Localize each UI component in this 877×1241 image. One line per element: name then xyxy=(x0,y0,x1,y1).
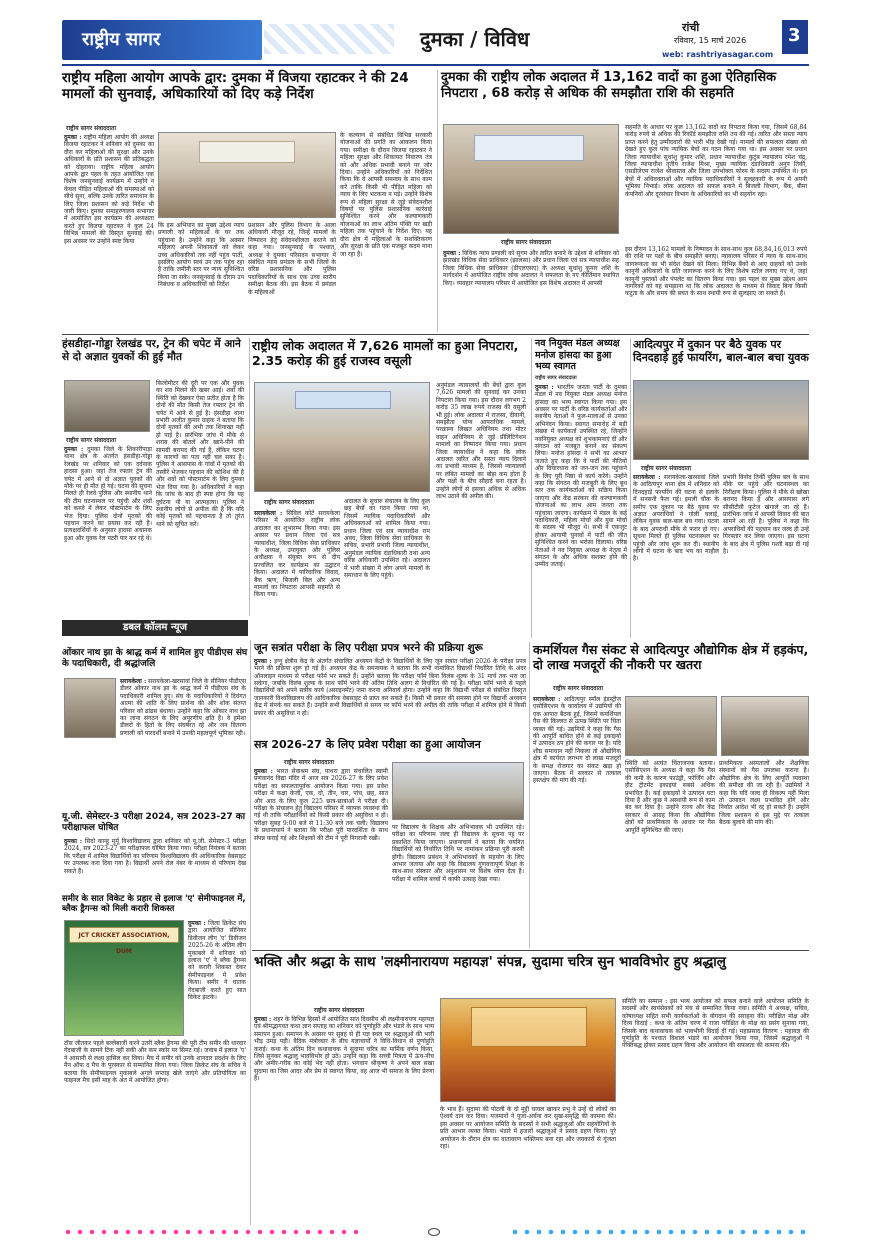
column-text: शहर के विभिन्न हिस्सों में आयोजित सात दिवसीय श्री लक्ष्मीनारायण महायज्ञ एवं श्रीमद्भागवत कथा ज्ञान सप्ताह का शनिवार को पूर्णाहुति और भंडारे के साथ भव्य समापन हुआ। समापन के अवसर पर सुबह से ही यज्ञ स्थल पर श्रद्धालुओं की भारी भीड़ उमड़ पड़ी। वैदिक मंत्रोच्चार के बीच यज्ञाचार्यों ने विधि-विधान से पूर्णाहुति कराई। कथा के अंतिम दिन कथावाचक ने सुदामा चरित्र का मार्मिक वर्णन किया, जिसे सुनकर श्रद्धालु भावविभोर हो उठे। उन्होंने कहा कि सच्ची मित्रता में ऊंच-नीच और अमीर-गरीब का कोई भेद नहीं होता। भगवान श्रीकृष्ण ने अपने बाल सखा सुदामा का जिस आदर और प्रेम से स्वागत किया, वह आज भी समाज के लिए प्रेरणा है। xyxy=(254,1016,434,1083)
column-text: सिविल कोर्ट सरायकेला परिसर में आयोजित राष्ट्रीय लोक अदालत का शुभारम्भ किया गया। इस अवसर पर प्रधान जिला एवं सत्र न्यायाधीश, जिला विधिक सेवा प्राधिकार के अध्यक्ष, उपायुक्त और पुलिस अधीक्षक ने संयुक्त रूप से दीप प्रज्वलित कर कार्यक्रम का उद्घाटन किया। अदालत में पारिवारिक विवाद, बैंक ऋण, बिजली बिल और अन्य मामलों का निपटारा आपसी सहमति से किया गया। xyxy=(254,510,340,599)
paper-logo xyxy=(62,20,262,60)
article-column xyxy=(625,760,715,946)
column-text: सिदो कान्हू मुर्मू विश्वविद्यालय द्वारा शनिवार को यू.जी. सेमेस्टर-3 परीक्षा 2024, सत्र 2023-27 का परीक्षाफल घोषित किया गया। परीक्षा नियंत्रक ने बताया कि परीक्षा में शामिल विद्यार्थियों का परिणाम विश्वविद्यालय की आधिकारिक वेबसाइट पर उपलब्ध करा दिया गया है। विद्यार्थी अपने रोल नंबर के माध्यम से परिणाम देख सकते हैं। xyxy=(64,838,246,875)
article-mahayagya xyxy=(254,954,809,1224)
photo-banner xyxy=(474,135,584,161)
dateline: दुमका : xyxy=(254,657,272,665)
column-text: विधिक न्याय प्रणाली को सुगम और त्वरित बनाने के उद्देश्य से शनिवार को झारखंड विधिक सेवा प्राधिकार (झालसा) और प्रधान जिला एवं सत्र न्यायाधीश सह जिला विधिक सेवा प्राधिकार (डीएलएसए) के अध्यक्ष सुधांशु कुमार शशि के मार्गदर्शन में आयोजित राष्ट्रीय लोक अदालत ने सफलता के नए कीर्तिमान स्थापित किए। व्यवहार न्यायालय परिसर में आयोजित इस विशेष अदालत में आपसी xyxy=(443,250,619,287)
article-adityapur-firing xyxy=(633,338,809,638)
dateline: दुमका : xyxy=(188,920,206,927)
cricket-photo xyxy=(64,920,184,1036)
column-text: आदित्यपुर स्मॉल इंडस्ट्रीज एसोसिएशन के कार्यालय में उद्यमियों की एक आपात बैठक हुई, जिसमें कमर्शियल गैस की किल्लत से उत्पन्न स्थिति पर चिंता व्यक्त की गई। उद्यमियों ने कहा कि गैस की आपूर्ति बाधित होने से कई इकाइयों में उत्पादन ठप होने की कगार पर है। यदि शीघ्र समाधान नहीं निकला तो औद्योगिक क्षेत्र में कार्यरत लगभग दो लाख मजदूरों के समक्ष रोजगार का संकट खड़ा हो जाएगा। बैठक में सरकार से तत्काल हस्तक्षेप की मांग की गई। xyxy=(533,696,621,785)
headline: हंसडीहा-गोड्डा रेलखंड पर, ट्रेन की चपेट में आने से दो अज्ञात युवकों की हुई मौत xyxy=(62,338,241,363)
column-text: सरायकेला-खरसावां जिले के आदित्यपुर थाना क्षेत्र में शनिवार को दिनदहाड़े फायरिंग की घटना से इलाके में सनसनी फैल गई। इमली चौक के समीप एक दुकान पर बैठे युवक पर अज्ञात अपराधियों ने गोली चलाई, लेकिन युवक बाल-बाल बच गया। घटना के बाद अपराधी मौके से फरार हो गए। सूचना मिलते ही पुलिस घटनास्थल पर पहुंची और जांच शुरू कर दी। स्थानीय लोगों में घटना के बाद भय का माहौल है। xyxy=(633,474,719,563)
column-text: इस दौरान 13,162 मामलों के निष्पादन के साथ-साथ कुल 68,84,16,013 रुपये की राशि पर पक्षों के बीच समझौते बनाए। न्यायालय परिसर में न्याय के साथ-साथ जागरूकता का भी संदेश देखने को मिला। विभिन्न बैंकों से आए ग्राहकों को उनके कानूनी अधिकारों के प्रति जागरूक करने के लिए विशेष स्टॉल लगाए गए थे, जहां कानूनी पुस्तकों और पंपलेट का वितरण किया गया। इस पहल का मुख्य उद्देश्य आम नागरिकों को यह समझाना था कि लोक अदालत के माध्यम से विवाद बिना किसी कटुता के और समय की बचत के साथ स्थायी रूप से सुलझाए जा सकते हैं। xyxy=(625,246,807,298)
article-column xyxy=(440,1106,616,1222)
photo-banner xyxy=(295,391,391,409)
byline: राष्ट्रीय सागर संवाददाता xyxy=(501,239,552,246)
byline: राष्ट्रीय सागर संवाददाता xyxy=(535,374,577,381)
article-column xyxy=(436,382,526,636)
article-exam-form xyxy=(254,642,526,736)
column-text: के कल्याण से संबंधित विभिन्न सरकारी योजनाओं की प्रगति का आकलन किया गया। समीक्षा के दौरान विजया रहाटकर ने महिला सुरक्षा और शिकायत निवारण तंत्र को और अधिक प्रभावी बनाने पर जोर दिया। उन्होंने अधिकारियों को निर्देशित किया कि वे आपसी समन्वय के साथ काम करें ताकि किसी भी पीड़ित महिला को न्याय के लिए भटकना न पड़े। उन्होंने विशेष रूप से महिला सुरक्षा से जुड़े संवेदनशील विषयों पर पुलिस प्रशासनिक कार्रवाई सुनिश्चित करने और कल्याणकारी योजनाओं का लाभ अंतिम पंक्ति पर खड़ी महिला तक पहुंचाने के निर्देश दिए। यह दौरा क्षेत्र में महिलाओं के सशक्तिकरण और सुरक्षा के प्रति एक मजबूत कदम माना जा रहा है। xyxy=(340,132,432,258)
double-column-banner xyxy=(62,620,248,636)
article-column xyxy=(719,760,809,946)
article-nwc-hearing xyxy=(62,70,434,332)
cricket-banner xyxy=(69,927,179,955)
stage-backdrop xyxy=(471,1007,587,1047)
headline: समीर के सात विकेट के प्रहार से इलाज 'ए' सेमीफाइनल में, ब्लैक ड्रैगन्स को मिली करारी शिकस्त xyxy=(62,894,246,915)
column-text: दुमका जिले के शिकारीपाड़ा थाना क्षेत्र के अंतर्गत हंसडीहा-गोड्डा रेलखंड पर शनिवार को एक दर्दनाक हादसा हुआ। जहां तेज रफ्तार ट्रेन की चपेट में आने से दो अज्ञात युवकों की मौके पर ही मौत हो गई। घटना की सूचना मिलते ही रेलवे पुलिस और स्थानीय थाने की टीम घटनास्थल पर पहुंची और शवों को कब्जे में लेकर पोस्टमार्टम के लिए भेज दिया। पुलिस दोनों मृतकों की पहचान करने का प्रयास कर रही है। प्रत्यक्षदर्शियों के अनुसार हादसा अचानक हुआ और युवक रेल पटरी पार कर रहे थे। xyxy=(64,446,152,542)
column-divider xyxy=(529,642,530,948)
article-column xyxy=(254,658,526,734)
column-divider xyxy=(437,70,438,332)
saraikela-photo xyxy=(254,382,430,492)
dateline: दुमका : xyxy=(64,134,82,141)
article-entrance-exam xyxy=(254,738,526,948)
yagya-photo xyxy=(440,998,616,1102)
article-column xyxy=(254,1016,434,1222)
article-column xyxy=(64,1040,246,1220)
section-rule xyxy=(252,950,809,951)
hearing-photo xyxy=(158,132,336,218)
article-lok-adalat-dumka xyxy=(441,70,809,332)
article-column xyxy=(443,250,619,330)
dateline: दुमका : xyxy=(254,1016,272,1023)
article-column xyxy=(533,696,621,946)
footer-dots-left xyxy=(62,1229,362,1235)
dateline: दुमका : xyxy=(64,838,83,845)
column-text: किलोमीटर की दूरी पर एक और युवक का शव मिलने की खबर आई। शवों की स्थिति को देखकर ऐसा प्रतीत होता है कि दोनों की मौत किसी तेज रफ्तार ट्रेन की चपेट में आने से हुई है। हंसडीहा थाना प्रभारी अजीत कुमार ग्राहक ने बताया कि दोनों मृतकों की अभी तक शिनाख्त नहीं हो पाई है। प्रारंभिक जांच में मौके से शराब की बोतलें और खाने-पीने की सामग्री बरामद की गई है, लेकिन घटना के कारणों का पता नहीं चल सका है। पुलिस ने आसपास के गांवों में मृतकों की तस्वीरें भेजकर पहचान की कोशिश की है और शवों को पोस्टमार्टम के लिए दुमका भेज दिया गया है। अधिकारियों ने कहा कि जांच के बाद ही स्पष्ट होगा कि यह दुर्घटना थी या आत्महत्या। पुलिस ने स्थानीय लोगों से अपील की है कि यदि कोई मृतकों को पहचानता है तो तुरंत थाने को सूचित करें। xyxy=(156,380,244,528)
double-column-section xyxy=(62,620,248,1222)
banner-in-photo xyxy=(199,141,295,163)
byline: राष्ट्रीय सागर संवाददाता xyxy=(264,499,315,506)
column-text: जिला क्रिकेट संघ द्वारा आयोजित सीनियर डिवीजन लीग 'ए' डिवीजन 2025-26 के अंतिम लीग मुकाबले में शनिवार को इलाज 'ए' ने ब्लैक ड्रैगन्स को करारी शिकस्त देकर सेमीफाइनल में प्रवेश किया। समीर ने घातक गेंदबाजी करते हुए सात विकेट झटके। xyxy=(188,920,246,1002)
page-number: 3 xyxy=(788,25,801,46)
headline: दुमका की राष्ट्रीय लोक अदालत में 13,162 वादों का हुआ ऐतिहासिक निपटारा , 68 करोड़ से अधिक की समझौता राशि की सहमति xyxy=(441,70,777,101)
paper-name: राष्ट्रीय सागर xyxy=(82,29,161,50)
headline: ओंकार नाथ झा के श्राद्ध कर्म में शामिल हुए पीडीएस संघ के पदाधिकारी, दी श्रद्धांजलि xyxy=(62,648,248,669)
column-text: अदालत के सुचारु संचालन के लिए कुल छह बेंचों का गठन किया गया था, जिसमें न्यायिक पदाधिकारियों और अधिवक्ताओं को शामिल किया गया। प्रधान जिला एवं सत्र न्यायाधीश राम अवध, जिला विधिक सेवा प्राधिकार के सचिव, प्रभारी प्रभारी जिला न्यायाधीश, अनुमंडल न्यायिक दंडाधिकारी तथा अन्य वरिष्ठ अधिकारी उपस्थित रहे। अदालत में भारी संख्या में लोग अपने मामलों के समाधान के लिए पहुंचे। xyxy=(344,498,430,580)
column-text: टॉस जीतकर पहले बल्लेबाजी करने उतरी ब्लैक ड्रैगन्स की पूरी टीम समीर की धारदार गेंदबाजी के सामने टिक नहीं सकी और कम स्कोर पर सिमट गई। जवाब में इलाज 'ए' ने आसानी से लक्ष्य हासिल कर लिया। मैच में समीर को उनके शानदार प्रदर्शन के लिए मैन ऑफ द मैच के पुरस्कार से सम्मानित किया गया। जिला क्रिकेट संघ के सचिव ने बताया कि सेमीफाइनल मुकाबले अगले सप्ताह खेले जाएंगे और प्रतियोगिता का फाइनल मैच इसी माह के अंत में आयोजित होगा। xyxy=(64,1040,246,1085)
column-text: भारतीय जनता पार्टी के दुमका मंडल में नव नियुक्त मंडल अध्यक्ष मनोज हांसदा का भव्य स्वागत किया गया। इस अवसर पर पार्टी के वरिष्ठ कार्यकर्ताओं और स्थानीय नेताओं ने फूल-मालाओं से उनका अभिनंदन किया। स्वागत समारोह में बड़ी संख्या में कार्यकर्ता उपस्थित रहे, जिन्होंने नवनियुक्त अध्यक्ष को शुभकामनाएं दीं और संगठन को मजबूत बनाने का संकल्प लिया। मनोज हांसदा ने सभी का आभार जताते हुए कहा कि वे पार्टी की नीतियों और विचारधारा को जन-जन तक पहुंचाने के लिए पूरी निष्ठा से कार्य करेंगे। उन्होंने कहा कि संगठन की मजबूती के लिए बूथ स्तर तक कार्यकर्ताओं को सक्रिय किया जाएगा और केंद्र सरकार की कल्याणकारी योजनाओं का लाभ आम जनता तक पहुंचाया जाएगा। कार्यक्रम में मंडल के कई पदाधिकारी, महिला मोर्चा और युवा मोर्चा के सदस्य भी मौजूद थे। सभी ने एकजुट होकर आगामी चुनावों में पार्टी की जीत सुनिश्चित करने का भरोसा दिलाया। वरिष्ठ नेताओं ने नव नियुक्त अध्यक्ष के नेतृत्व में संगठन के और अधिक सशक्त होने की उम्मीद जताई। xyxy=(535,383,627,569)
article-column xyxy=(535,384,627,630)
cricket-banner-text: JCT CRICKET ASSOCIATION, DUM xyxy=(78,932,170,955)
firing-photo xyxy=(633,380,809,460)
exam-hall-photo xyxy=(392,762,524,820)
column-text: राष्ट्रीय महिला आयोग की अध्यक्ष विजया रहाटकर ने शनिवार को दुमका का दौरा कर महिलाओं की सुरक्षा और उनके अधिकारों के प्रति प्रशासन की प्रतिबद्धता को दोहराया। राष्ट्रीय महिला आयोग आपके द्वार पहल के तहत आयोजित एक विशेष जनसुनवाई कार्यक्रम में उन्होंने न केवल पीड़ित महिलाओं की समस्याओं को सीधे सुना, बल्कि उनके त्वरित समाधान के लिए जिला प्रशासन को कड़े निर्देश भी जारी किए। दुमका समाहरणालय सभागार में आयोजित इस कार्यक्रम की अध्यक्षता करते हुए विजया रहाटकर ने कुल 24 विभिन्न मामलों की विस्तृत सुनवाई की। इस अवसर पर उन्होंने स्पष्ट किया xyxy=(64,134,154,245)
column-text: सहमति के आधार पर कुल 13,162 वादों का निपटारा किया गया, जिसमें 68,84 करोड़ रुपये से अधिक की रिकॉर्ड समझौता राशि तय की गई। त्वरित और सस्ता न्याय प्राप्त करने हेतु उम्मीदवारों की भारी भीड़ देखी गई। मामलों की सफलता संख्या को देखते हुए कुल पांच न्यायिक बेंचों का गठन किया गया था। इस अवसर पर प्रधान जिला न्यायाधीश सुधांशु कुमार शशि, प्रधान न्यायाधीश कुटुंब न्यायालय रमेश चंद्र, जिला न्यायाधीश तृतीय राजेश मिश्रा, मुख्य न्यायिक दंडाधिकारी अनुप तिर्की, एसडीजेएम राजेश श्रीवास्तव और जिला उपभोक्ता फोरम के सदस्य उपस्थित थे। इन बेंचों में अधिवक्ताओं और न्यायिक पदाधिकारियों ने सुलहकारी के रूप में अपनी भूमिका निभाई। लोक अदालत को सफल बनाने में बिजली विभाग, बैंक, बीमा कंपनियों और दूरसंचार विभाग के अधिकारियों का भी सहयोग रहा। xyxy=(625,124,807,198)
footer-dots-right xyxy=(509,1229,809,1235)
dateline: सरायकेला : xyxy=(533,696,561,703)
headline: कमर्शियल गैस संकट से आदित्यपुर औद्योगिक क्षेत्र में हड़कंप, दो लाख मजदूरों की नौकरी पर खतरा xyxy=(533,642,809,673)
article-column xyxy=(340,132,432,330)
headline: जून सत्रांत परीक्षा के लिए परीक्षा प्रपत्र भरने की प्रक्रिया शुरू xyxy=(254,642,483,654)
article-column xyxy=(248,222,336,330)
page-number-box xyxy=(782,20,808,54)
byline: राष्ट्रीय सागर संवाददाता xyxy=(66,437,117,444)
dateline: सरायकेला : xyxy=(633,474,661,481)
column-text: अनुमंडल न्यायालयों की बेंचों द्वारा कुल 7,626 मामलों की सुनवाई कर उनका निपटारा किया गया। इस दौरान लगभग 2 करोड़ 35 लाख रुपये राजस्व की वसूली भी हुई। लोक अदालत में राजस्व, दीवानी, समझौता योग्य आपराधिक मामले, परक्राम्य लिखत अधिनियम तथा मोटर वाहन अधिनियम से जुड़े प्रीलिटिगेशन मामलों का निष्पादन किया गया। प्रधान जिला न्यायाधीश ने कहा कि लोक अदालत त्वरित और सस्ता न्याय दिलाने का प्रभावी माध्यम है, जिससे न्यायालयों पर लंबित मामलों का बोझ कम होता है और पक्षों के बीच सौहार्द बना रहता है। उन्होंने लोगों से इसका अधिक से अधिक लाभ उठाने की अपील की। xyxy=(436,382,526,501)
byline: राष्ट्रीय सागर संवाददाता xyxy=(284,759,335,766)
article-column xyxy=(156,380,244,614)
website: web: rashtriyasagar.com xyxy=(662,50,774,59)
headline: आदित्यपुर में दुकान पर बैठे युवक पर दिनदहाड़े हुई फायरिंग, बाल-बाल बचा युवक xyxy=(633,338,809,365)
date: रविवार, 15 मार्च 2026 xyxy=(674,36,747,45)
article-lok-adalat-saraikela xyxy=(252,338,528,638)
column-text: भारत सेवाश्रम संघ, पाथरा द्वारा संचालित स्वामी प्रणवानंद विद्या मंदिर में आज सत्र 2026-27 के लिए प्रवेश परीक्षा का सफलतापूर्वक आयोजन किया गया। इस प्रवेश परीक्षा में कक्षा केजी, एक, दो, तीन, चार, पांच, छह, सात और आठ के लिए कुल 225 छात्र-छात्राओं ने परीक्षा दी। परीक्षा के संचालन हेतु विद्यालय परिसर में व्यापक व्यवस्था की गई थी ताकि परीक्षार्थियों को किसी प्रकार की असुविधा न हो। परीक्षा सुबह 9:00 बजे से 11:30 बजे तक चली। विद्यालय के प्रधानाचार्य ने बताया कि परीक्षा पूरी पारदर्शिता के साथ संपन्न कराई गई और शिक्षकों की टीम ने पूरी निगरानी रखी। xyxy=(254,768,388,842)
masthead-rule xyxy=(62,64,809,66)
article-column xyxy=(344,498,430,636)
column-divider xyxy=(249,338,250,616)
masthead xyxy=(62,16,809,64)
byline: राष्ट्रीय सागर संवाददाता xyxy=(66,125,117,132)
column-text: प्रशासन और पुलिस विभाग के आला अधिकारी मौजूद रहे, जिन्हें मामलों के निष्पादन हेतु संवेदनशीलता बरतने को कहा गया। जनसुनवाई के पश्चात, अध्यक्ष ने दुमका परिसदन सभागार में संबंधित न्याय प्रमंडल के सभी जिलों के वरिष्ठ प्रशासनिक और पुलिस पदाधिकारियों के साथ एक उच्च स्तरीय समीक्षा बैठक की। इस बैठक में प्रमंडल के महिलाओं xyxy=(248,222,336,296)
accident-photo xyxy=(64,380,150,432)
article-column xyxy=(622,998,809,1222)
headline: भक्ति और श्रद्धा के साथ 'लक्ष्मीनारायण महायज्ञ' संपन्न, सुदामा चरित्र सुन भावविभोर हुए श्रद्धालु xyxy=(254,954,726,970)
column-text: कि इस अभियान का मुख्य उद्देश्य न्याय प्रणाली को महिलाओं के घर तक पहुंचाना है। उन्होंने कहा कि अक्सर महिलाएं अपनी शिकायतों को लेकर उच्च अधिकारियों तक नहीं पहुंच पातीं, इसलिए आयोग स्वयं उन तक पहुंच रहा है ताकि जमीनी स्तर पर न्याय सुनिश्चित किया जा सके। जनसुनवाई के दौरान उप निबंधक व अधिकारियों को निर्देश xyxy=(158,222,244,289)
headline: राष्ट्रीय महिला आयोग आपके द्वार: दुमका में विजया रहाटकर ने की 24 मामलों की सुनवाई, अधिकारियों को दिए कड़े निर्देश xyxy=(62,70,409,103)
column-divider xyxy=(250,640,251,1225)
dateline: दुमका : xyxy=(64,446,84,453)
article-column xyxy=(625,246,807,330)
article-column xyxy=(254,510,340,636)
masthead-pattern xyxy=(264,24,394,54)
column-divider xyxy=(630,338,631,638)
dateline: सरायकेला : xyxy=(120,678,147,685)
article-column xyxy=(392,824,524,946)
section-rule xyxy=(62,334,809,335)
column-text: प्राथमिकता अस्पतालों और शैक्षणिक संस्थानों को गैस उपलब्ध कराना है। औद्योगिक क्षेत्र के लिए आपूर्ति व्यवस्था की समीक्षा की जा रही है। उद्यमियों ने कहा कि यदि जल्द ही विकल्प नहीं मिला तो उत्पादन लक्ष्य प्रभावित होंगे और निर्यात आदेश भी रद्द हो सकते हैं। उन्होंने जिला प्रशासन से इस मुद्दे पर तत्काल बैठक बुलाने की मांग की। xyxy=(719,760,809,827)
banner-text: डबल कॉलम न्यूज xyxy=(122,622,187,633)
article-column xyxy=(64,134,154,330)
article-column xyxy=(158,222,244,330)
byline: राष्ट्रीय सागर संवाददाता xyxy=(314,1007,365,1014)
column-text: पर विद्यालय के शिक्षक और अभिभावक भी उपस्थित रहे। परीक्षा का परिणाम जल्द ही विद्यालय के सूचना पट्ट पर प्रकाशित किया जाएगा। प्रधानाचार्य ने बताया कि चयनित विद्यार्थियों को निर्धारित तिथि पर नामांकन प्रक्रिया पूरी करनी होगी। विद्यालय प्रबंधन ने अभिभावकों के सहयोग के लिए आभार जताया और कहा कि विद्यालय गुणवत्तापूर्ण शिक्षा के साथ-साथ संस्कार और अनुशासन पर विशेष ध्यान देता है। परीक्षा में शामिल बच्चों में काफी उत्साह देखा गया। xyxy=(392,824,524,883)
article-train-accident xyxy=(62,338,246,616)
pds-photo xyxy=(64,678,116,738)
column-text: समिति का सम्मान : इस भव्य आयोजन को सफल बनाने वाले आयोजन समिति के सदस्यों और स्वयंसेवकों को मंच से सम्मानित किया गया। समिति ने अध्यक्ष, सचिव, कोषाध्यक्ष सहित सभी कार्यकर्ताओं के योगदान की सराहना की। परीक्षित मोक्ष और दिव्य विदाई : कथा के अंतिम चरण में राजा परीक्षित के मोक्ष का प्रसंग सुनाया गया, जिसके बाद कथावाचक को भावभीनी विदाई दी गई। महाप्रसाद वितरण : महायज्ञ की पूर्णाहुति के पश्चात विशाल भंडारे का आयोजन किया गया, जिसमें श्रद्धालुओं ने पंक्तिबद्ध होकर प्रसाद ग्रहण किया और आयोजन की सफलता की कामना की। xyxy=(622,998,809,1050)
byline: राष्ट्रीय सागर संवाददाता xyxy=(553,685,604,692)
article-mandal-adhyaksh xyxy=(535,338,627,638)
factory-photo xyxy=(721,696,809,756)
headline: नव नियुक्त मंडल अध्यक्ष मनोज हांसदा का हुआ भव्य स्वागत xyxy=(535,338,620,373)
column-text: के भाव हैं। सुदामा की पोटली के दो मुट्ठी चावल खाकर प्रभु ने उन्हें दो लोकों का ऐश्वर्य दान कर दिया। यजमानों ने पूजा-अर्चना कर सुख-समृद्धि की कामना की। इस अवसर पर आयोजन समिति के सदस्यों ने सभी श्रद्धालुओं और सहयोगियों के प्रति आभार व्यक्त किया। भंडारे में हजारों श्रद्धालुओं ने प्रसाद ग्रहण किया। पूरे आयोजन के दौरान क्षेत्र का वातावरण भक्तिमय बना रहा और जयकारों से गूंजता रहा। xyxy=(440,1106,616,1151)
article-column xyxy=(254,768,388,946)
dateline: दुमका : xyxy=(535,383,554,391)
column-text: स्थिति को अत्यंत चिंताजनक बताया। एसोसिएशन के अध्यक्ष ने कहा कि गैस की कमी के कारण फाउंड्री, फोर्जिंग और हीट ट्रीटमेंट इकाइयां सबसे अधिक प्रभावित हैं। कई इकाइयों ने उत्पादन घटा दिया है और कुछ ने अस्थायी रूप से काम बंद कर दिया है। उन्होंने राज्य और केंद्र सरकार से आग्रह किया कि औद्योगिक क्षेत्रों को प्राथमिकता के आधार पर गैस आपूर्ति सुनिश्चित की जाए। xyxy=(625,760,715,834)
city: रांची xyxy=(682,21,700,34)
meeting-photo xyxy=(625,696,717,756)
byline: राष्ट्रीय सागर संवाददाता xyxy=(641,465,692,472)
article-column xyxy=(188,920,246,1036)
article-column xyxy=(723,474,809,636)
article-column xyxy=(120,678,246,810)
column-text: प्रभारी विनोद तिर्की पुलिस बल के साथ मौके पर पहुंचे और घटनास्थल का निरीक्षण किया। पुलिस ने मौके से खोखा बरामद किया है और आसपास लगे सीसीटीवी फुटेज खंगाले जा रहे हैं। प्रारंभिक जांच में आपसी विवाद की बात सामने आ रही है। पुलिस ने कहा कि अपराधियों की पहचान कर जल्द ही उन्हें गिरफ्तार कर लिया जाएगा। इस घटना के बाद क्षेत्र में पुलिस गश्ती बढ़ा दी गई है। xyxy=(723,474,809,556)
footer-center-mark xyxy=(428,1228,440,1236)
footer-bar xyxy=(62,1228,809,1236)
article-column xyxy=(625,124,807,244)
article-gas-crisis xyxy=(533,642,809,948)
article-column xyxy=(633,474,719,636)
headline: सत्र 2026-27 के लिए प्रवेश परीक्षा का हुआ आयोजन xyxy=(254,738,481,751)
article-column xyxy=(64,838,246,890)
headline: यू.जी. सेमेस्टर-3 परीक्षा 2024, सत्र 2023-27 का परीक्षाफल घोषित xyxy=(62,812,246,833)
column-text: इग्नू क्षेत्रीय केंद्र के अंतर्गत संचालित अध्ययन केंद्रों के विद्यार्थियों के लिए जून सत्रांत परीक्षा 2026 के परीक्षा प्रपत्र भरने की प्रक्रिया शुरू हो गई है। अध्ययन केंद्र के समन्वयक ने बताया कि सभी नामांकित विद्यार्थी निर्धारित तिथि के अंदर ऑनलाइन माध्यम से परीक्षा फॉर्म भर सकते हैं। उन्होंने बताया कि परीक्षा फॉर्म बिना विलंब शुल्क के 31 मार्च तक भरा जा सकेगा, जबकि विलंब शुल्क के साथ फॉर्म भरने की अंतिम तिथि अलग से निर्धारित की गई है। परीक्षा फॉर्म भरने से पहले विद्यार्थियों को अपने सत्रीय कार्य (असाइनमेंट) जमा करना अनिवार्य होगा। उन्होंने कहा कि विद्यार्थी परीक्षा से संबंधित विस्तृत जानकारी विश्वविद्यालय की आधिकारिक वेबसाइट से प्राप्त कर सकते हैं। किसी भी प्रकार की समस्या होने पर विद्यार्थी अध्ययन केंद्र में संपर्क कर सकते हैं। उन्होंने सभी विद्यार्थियों से समय पर फॉर्म भरने की अपील की ताकि परीक्षा में शामिल होने में किसी प्रकार की असुविधा न हो। xyxy=(254,657,526,717)
dateline: दुमका : xyxy=(254,768,273,775)
headline: राष्ट्रीय लोक अदालत में 7,626 मामलों का हुआ निपटारा, 2.35 करोड़ की हुई राजस्व वसूली xyxy=(252,338,519,369)
column-divider xyxy=(531,338,532,638)
column-text: सरायकेला-खरसावां जिले के सीनियर पीडीएस डीलर ओंकार नाथ झा के श्राद्ध कर्म में पीडीएस संघ के पदाधिकारी शामिल हुए। संघ के पदाधिकारियों ने दिवंगत आत्मा की शांति के लिए प्रार्थना की और शोक संतप्त परिवार को ढांढस बंधाया। उन्होंने कहा कि ओंकार नाथ झा का जाना संगठन के लिए अपूरणीय क्षति है। वे हमेशा डीलरों के हितों के लिए संघर्षरत रहे और जन वितरण प्रणाली को पारदर्शी बनाने में उनकी महत्वपूर्ण भूमिका रही। xyxy=(120,678,246,737)
dateline: सरायकेला : xyxy=(254,510,283,517)
article-column xyxy=(64,446,152,614)
dateline: दुमका : xyxy=(443,250,461,257)
section-title: दुमका / विविध xyxy=(420,27,530,51)
lok-adalat-photo xyxy=(443,124,619,234)
